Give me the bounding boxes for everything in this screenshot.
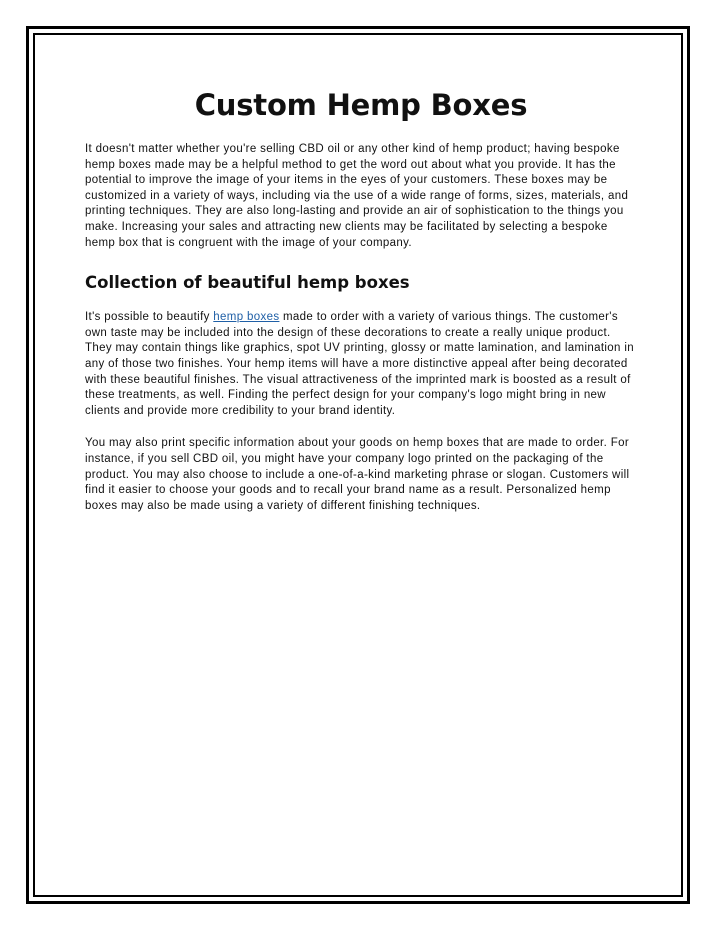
hemp-boxes-link[interactable]: hemp boxes [213,311,280,324]
paragraph-text-before-link: It's possible to beautify [85,311,214,324]
section-heading: Collection of beautiful hemp boxes [85,273,410,293]
section-paragraph-2: You may also print specific information about your goods on hemp boxes that are made to order. For instance, if you sell CBD oil, you might have your company logo printed on the packaging of the product. You may also choose to include a one-of-a-kind marketing phrase or slogan. Customers will find it easier to choose your goods and to recall your brand name as a result. Personalized hemp boxes may also be made using a variety of different finishing techniques. [85,437,630,512]
paragraph-text-after-link: made to order with a variety of various things. The customer's own taste may be included into the design of these decorations to create a really unique product. They may contain things like graphics, spot UV printing, glossy or matte lamination, and lamination in any of those two finishes. Your hemp items will have a more distinctive appeal after being decorated with these beautiful finishes. The visual attractiveness of the imprinted mark is boosted as a result of these treatments, as well. Finding the perfect design for your company's logo might bring in new clients and provide more credibility to your brand identity. [85,311,634,417]
document-body [85,88,637,531]
intro-paragraph: It doesn't matter whether you're selling CBD oil or any other kind of hemp product; having bespoke hemp boxes made may be a helpful method to get the word out about what you provide. It has the potential to improve the image of your items in the eyes of your customers. These boxes may be customized in a variety of ways, including via the use of a wide range of forms, sizes, materials, and printing techniques. They are also long-lasting and provide an air of sophistication to the things you make. Increasing your sales and attracting new clients may be facilitated by selecting a bespoke hemp box that is congruent with the image of your company. [85,143,629,249]
section-paragraph-1 [85,310,637,419]
document-title: Custom Hemp Boxes [194,88,528,122]
